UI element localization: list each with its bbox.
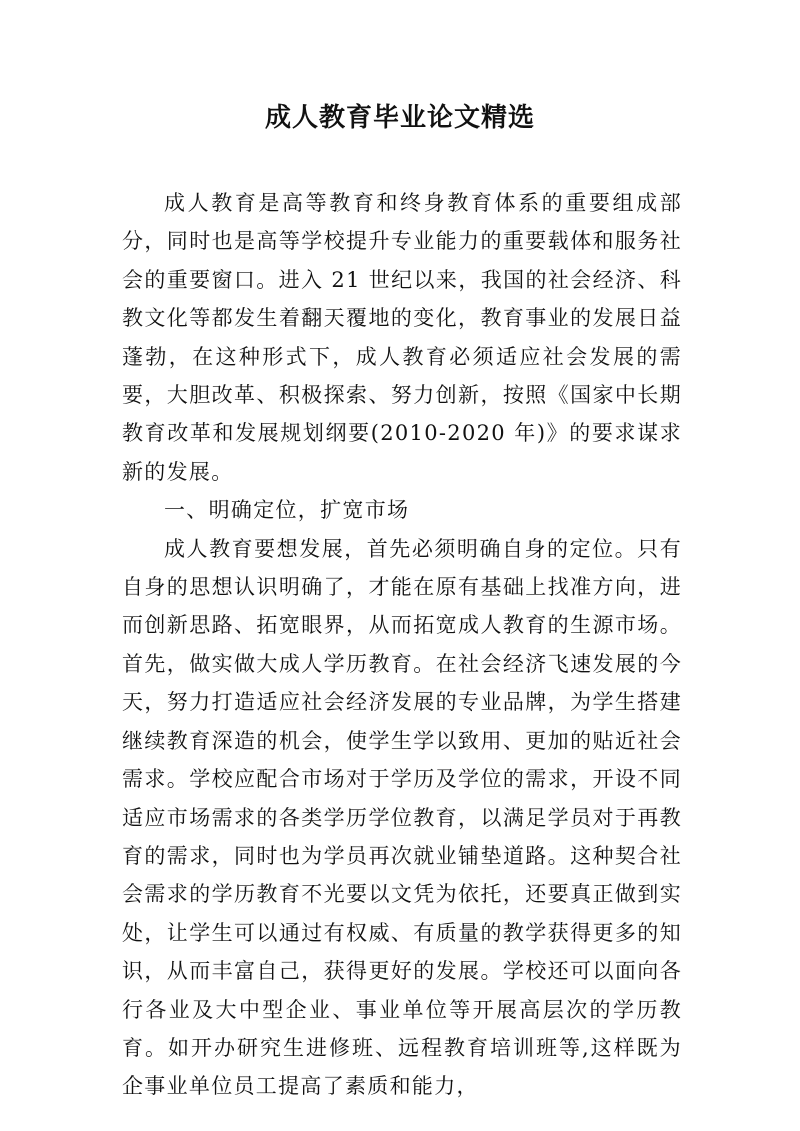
document-title: 成人教育毕业论文精选 xyxy=(264,103,535,133)
intro-paragraph: 成人教育是高等教育和终身教育体系的重要组成部分，同时也是高等学校提升专业能力的重要载体和服务社会的重要窗口。进入 21 世纪以来，我国的社会经济、科教文化等都发生着翻天覆地的变化，教育事业的发展日益蓬勃，在这种形式下，成人教育必须适应社会发展的需要，大胆改革、积极探索、努力创新，按照《国家中长期教育改革和发展规划纲要(2010-2020 年)》的要求谋求新的发展。 xyxy=(122,191,682,484)
section-paragraph: 成人教育要想发展，首先必须明确自身的定位。只有自身的思想认识明确了，才能在原有基础上找准方向，进而创新思路、拓宽眼界，从而拓宽成人教育的生源市场。首先，做实做大成人学历教育。在社会经济飞速发展的今天，努力打造适应社会经济发展的专业品牌，为学生搭建继续教育深造的机会，使学生学以致用、更加的贴近社会需求。学校应配合市场对于学历及学位的需求，开设不同适应市场需求的各类学历学位教育，以满足学员对于再教育的需求，同时也为学员再次就业铺垫道路。这种契合社会需求的学历教育不光要以文凭为依托，还要真正做到实处，让学生可以通过有权威、有质量的教学获得更多的知识，从而丰富自己，获得更好的发展。学校还可以面向各行各业及大中型企业、事业单位等开展高层次的学历教育。如开办研究生进修班、远程教育培训班等,这样既为企事业单位员工提高了素质和能力， xyxy=(122,536,682,1099)
document-body xyxy=(122,184,682,1106)
section-heading: 一、明确定位，扩宽市场 xyxy=(164,498,410,523)
